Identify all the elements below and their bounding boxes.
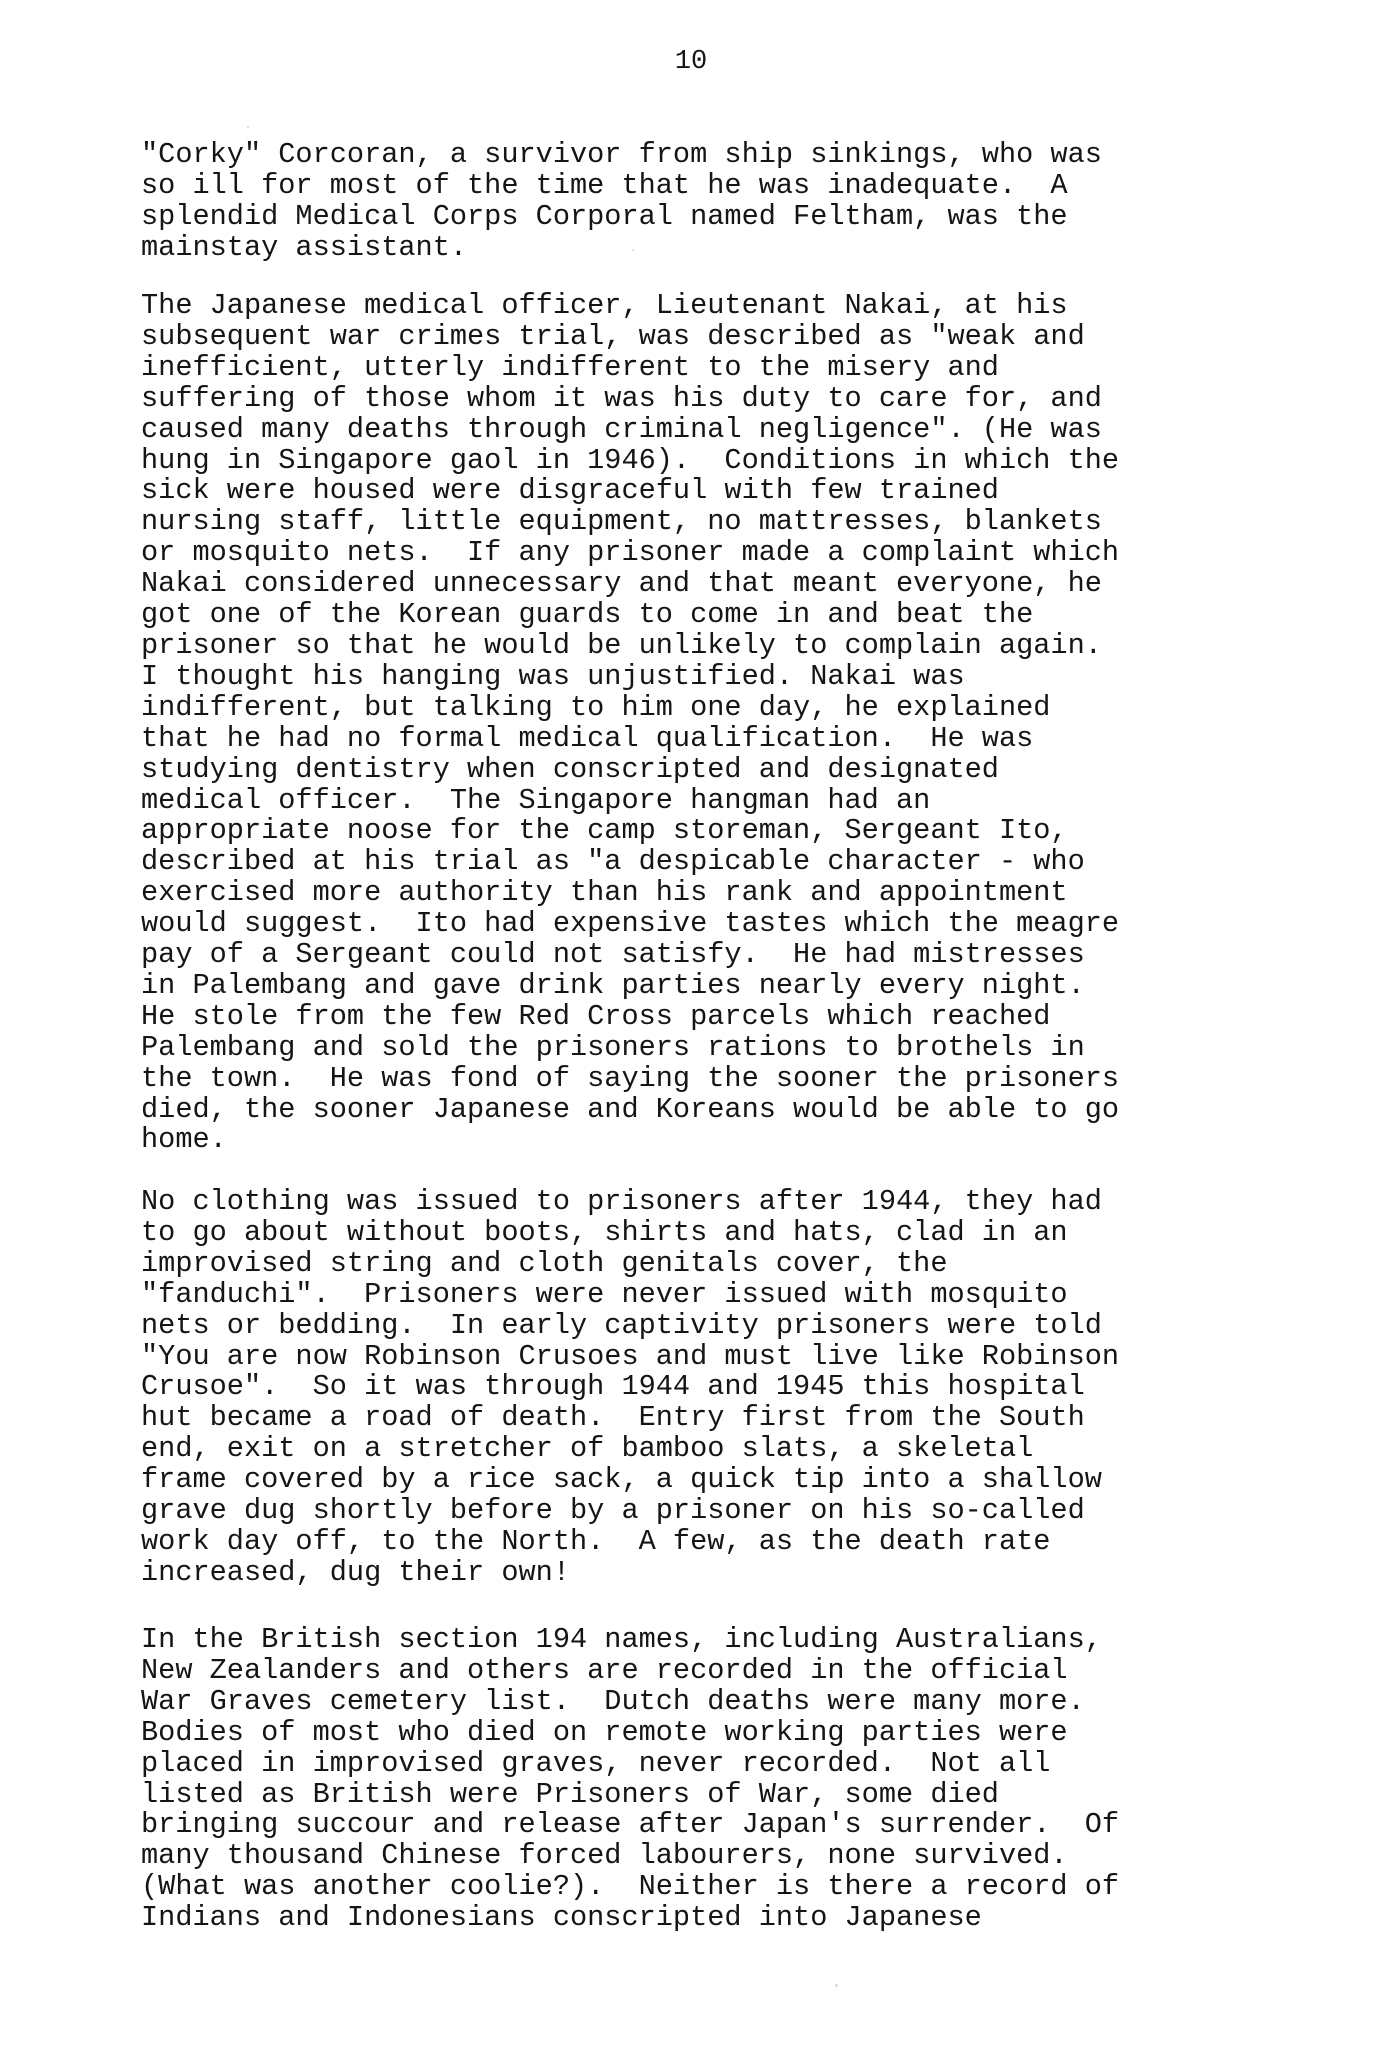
text-line: indifferent, but talking to him one day, he explained <box>141 690 1051 724</box>
text-line: pay of a Sergeant could not satisfy. He had mistresses <box>141 938 1085 972</box>
text-line: would suggest. Ito had expensive tastes which the meagre <box>141 907 1120 941</box>
text-line: grave dug shortly before by a prisoner on his so-called <box>141 1494 1085 1528</box>
text-line: or mosquito nets. If any prisoner made a complaint which <box>141 536 1120 570</box>
text-line: New Zealanders and others are recorded in the official <box>141 1653 1068 1687</box>
text-line: medical officer. The Singapore hangman had an <box>141 783 931 817</box>
text-line: No clothing was issued to prisoners after 1944, they had <box>141 1185 1102 1218</box>
text-line: to go about without boots, shirts and hats, clad in an <box>141 1215 1068 1249</box>
text-line: so ill for most of the time that he was inadequate. A <box>141 168 1068 202</box>
scan-speck <box>632 249 634 251</box>
text-line: (What was another coolie?). Neither is there a record of <box>141 1870 1120 1904</box>
text-line: The Japanese medical officer, Lieutenant Nakai, at his <box>141 289 1068 322</box>
text-line: I thought his hanging was unjustified. Nakai was <box>141 659 965 693</box>
text-line: home. <box>141 1123 227 1157</box>
paragraph-clothing-death <box>141 1187 1261 1589</box>
text-line: got one of the Korean guards to come in and beat the <box>141 598 1034 632</box>
text-line: prisoner so that he would be unlikely to complain again. <box>141 628 1102 662</box>
text-line: caused many deaths through criminal negligence". (He was <box>141 412 1102 446</box>
text-line: sick were housed were disgraceful with few trained <box>141 474 999 508</box>
text-line: exercised more authority than his rank and appointment <box>141 876 1068 910</box>
text-line: frame covered by a rice sack, a quick tip into a shallow <box>141 1463 1102 1497</box>
scan-speck <box>247 126 249 128</box>
text-line: increased, dug their own! <box>141 1555 570 1589</box>
text-line: In the British section 194 names, including Australians, <box>141 1623 1102 1656</box>
text-line: studying dentistry when conscripted and designated <box>141 752 999 786</box>
scan-speck <box>835 1984 838 1987</box>
text-line: bringing succour and release after Japan's surrender. Of <box>141 1808 1120 1842</box>
text-line: subsequent war crimes trial, was described as "weak and <box>141 319 1085 353</box>
text-line: listed as British were Prisoners of War, some died <box>141 1777 999 1811</box>
text-line: suffering of those whom it was his duty to care for, and <box>141 381 1102 415</box>
text-line: died, the sooner Japanese and Koreans would be able to go <box>141 1092 1120 1126</box>
text-line: placed in improvised graves, never recorded. Not all <box>141 1746 1051 1780</box>
text-line: nets or bedding. In early captivity prisoners were told <box>141 1308 1102 1342</box>
paragraph-nakai-ito <box>141 291 1261 1156</box>
text-line: Palembang and sold the prisoners rations to brothels in <box>141 1030 1085 1064</box>
text-line: appropriate noose for the camp storeman, Sergeant Ito, <box>141 814 1068 848</box>
text-line: "You are now Robinson Crusoes and must live like Robinson <box>141 1339 1120 1373</box>
text-line: Crusoe". So it was through 1944 and 1945 this hospital <box>141 1370 1085 1404</box>
text-line: work day off, to the North. A few, as the death rate <box>141 1524 1051 1558</box>
page-number: 10 <box>674 47 708 77</box>
text-line: many thousand Chinese forced labourers, none survived. <box>141 1839 1068 1873</box>
paragraph-corcoran <box>141 140 1261 264</box>
paragraph-war-graves <box>141 1625 1261 1934</box>
text-line: mainstay assistant. <box>141 230 468 264</box>
text-line: Indians and Indonesians conscripted into Japanese <box>141 1901 982 1935</box>
text-line: hung in Singapore gaol in 1946). Conditions in which the <box>141 443 1120 477</box>
text-line: the town. He was fond of saying the sooner the prisoners <box>141 1061 1120 1095</box>
text-line: Nakai considered unnecessary and that meant everyone, he <box>141 567 1102 601</box>
text-line: inefficient, utterly indifferent to the misery and <box>141 350 999 384</box>
text-line: hut became a road of death. Entry first from the South <box>141 1401 1085 1435</box>
text-line: "fanduchi". Prisoners were never issued with mosquito <box>141 1277 1068 1311</box>
text-line: splendid Medical Corps Corporal named Feltham, was the <box>141 199 1068 233</box>
text-line: "Corky" Corcoran, a survivor from ship sinkings, who was <box>141 138 1102 171</box>
text-line: nursing staff, little equipment, no mattresses, blankets <box>141 505 1102 539</box>
text-line: improvised string and cloth genitals cover, the <box>141 1246 948 1280</box>
text-line: War Graves cemetery list. Dutch deaths were many more. <box>141 1684 1085 1718</box>
text-line: that he had no formal medical qualification. He was <box>141 721 1034 755</box>
text-line: in Palembang and gave drink parties nearly every night. <box>141 968 1085 1002</box>
text-line: Bodies of most who died on remote working parties were <box>141 1715 1068 1749</box>
text-line: He stole from the few Red Cross parcels which reached <box>141 999 1051 1033</box>
text-line: end, exit on a stretcher of bamboo slats, a skeletal <box>141 1432 1034 1466</box>
text-line: described at his trial as "a despicable character - who <box>141 845 1085 879</box>
